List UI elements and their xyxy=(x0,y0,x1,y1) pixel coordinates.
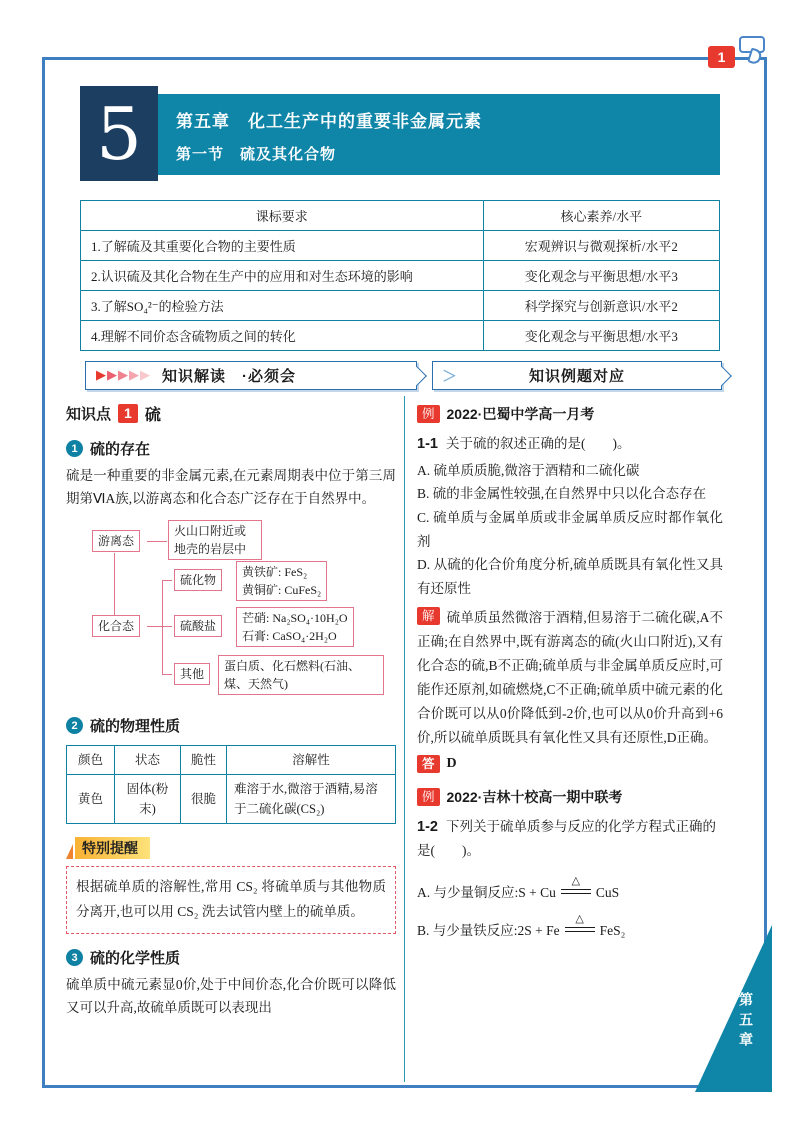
double-bond-line xyxy=(565,927,595,932)
objectives-table xyxy=(80,200,720,351)
option-a-text: A. 与少量铜反应:S + Cu xyxy=(417,885,556,901)
banner-knowledge xyxy=(85,361,417,390)
knowledge-point-heading xyxy=(66,402,396,425)
connector-line xyxy=(162,674,172,675)
connector-line xyxy=(162,580,172,581)
section-3-paragraph: 硫单质中硫元素显0价,处于中间价态,化合价既可以降低又可以升高,故硫单质既可以表现出 xyxy=(66,977,396,1015)
option-b-product: FeS₂ xyxy=(599,923,626,939)
delta-condition: △ xyxy=(571,875,581,888)
col-header-color: 颜色 xyxy=(67,746,115,775)
requirement-cell: 2.认识硫及其化合物在生产中的应用和对生态环境的影响 xyxy=(81,261,484,291)
sulfide-detail-box xyxy=(236,561,327,601)
example-badge: 例 xyxy=(417,788,440,806)
table-row xyxy=(67,775,396,824)
heated-equals-icon xyxy=(561,875,591,894)
example-2-heading xyxy=(417,787,723,807)
example-1-source: 2022·巴蜀中学高一月考 xyxy=(446,406,595,422)
col-header-solubility: 溶解性 xyxy=(227,746,396,775)
answer-badge: 答 xyxy=(417,755,440,773)
sulfide-label-box: 硫化物 xyxy=(174,569,222,591)
option-d: D. 从硫的化合价角度分析,硫单质既具有氧化性又具有还原性 xyxy=(417,557,723,596)
state-cell: 固体(粉末) xyxy=(115,775,181,824)
col-header-requirements: 课标要求 xyxy=(81,201,484,231)
example-1-question xyxy=(417,432,723,457)
solution-badge: 解 xyxy=(417,607,440,625)
requirement-cell: 3.了解SO₄²⁻的检验方法 xyxy=(81,291,484,321)
section-1-paragraph: 硫是一种重要的非金属元素,在元素周期表中位于第三周期第ⅥA族,以游离态和化合态广泛存在于自然界中。 xyxy=(66,468,396,506)
competency-cell: 宏观辨识与微观探析/水平2 xyxy=(483,231,719,261)
sulfate-detail-box xyxy=(236,607,354,647)
table-row xyxy=(81,291,720,321)
col-header-competency: 核心素养/水平 xyxy=(483,201,719,231)
sulfate-line-2: 石膏: CaSO₄·2H₂O xyxy=(242,629,337,644)
free-state-box: 游离态 xyxy=(92,530,140,552)
example-2-option-a xyxy=(417,875,723,901)
section-1-title: 硫的存在 xyxy=(90,441,151,458)
column-divider xyxy=(404,396,405,1082)
section-2-heading xyxy=(66,715,396,736)
knowledge-point-title: 硫 xyxy=(144,407,161,424)
knowledge-column xyxy=(66,402,396,1020)
requirement-cell: 1.了解硫及其重要化合物的主要性质 xyxy=(81,231,484,261)
question-number: 1-1 xyxy=(417,436,438,452)
other-detail-box: 蛋白质、化石燃料(石油、煤、天然气) xyxy=(218,655,384,695)
example-1-options xyxy=(417,459,723,601)
free-state-detail-box: 火山口附近或地壳的岩层中 xyxy=(168,520,262,560)
page-number-badge: 1 xyxy=(708,46,735,68)
connector-line xyxy=(147,626,172,627)
option-a-product: CuS xyxy=(595,885,620,901)
color-cell: 黄色 xyxy=(67,775,115,824)
special-reminder-label: 特别提醒 xyxy=(75,837,150,859)
competency-cell: 科学探究与创新意识/水平2 xyxy=(483,291,719,321)
requirement-cell: 4.理解不同价态含硫物质之间的转化 xyxy=(81,321,484,351)
example-1-answer xyxy=(417,755,723,773)
banner-examples-label: 知识例题对应 xyxy=(528,368,625,385)
sulfate-label-box: 硫酸盐 xyxy=(174,615,222,637)
bracket-line xyxy=(162,580,163,674)
option-c: C. 硫单质与金属单质或非金属单质反应时都作氧化剂 xyxy=(417,509,723,549)
knowledge-point-number-badge: 1 xyxy=(118,404,138,423)
answer-text: D xyxy=(446,756,457,772)
col-header-state: 状态 xyxy=(115,746,181,775)
circled-number-icon: 3 xyxy=(66,949,83,966)
banner-examples xyxy=(432,361,722,390)
play-arrows-icon: ▶ ▶ ▶ ▶ ▶ xyxy=(96,368,150,383)
sulfate-line-1: 芒硝: Na₂SO₄·10H₂O xyxy=(242,611,348,626)
chapter-title: 第五章 化工生产中的重要非金属元素 xyxy=(176,112,482,131)
physical-properties-table xyxy=(66,745,396,824)
double-bond-line xyxy=(561,889,591,894)
combined-state-box: 化合态 xyxy=(92,615,140,637)
sulfur-existence-diagram xyxy=(66,520,396,702)
example-2-source: 2022·吉林十校高一期中联考 xyxy=(446,789,623,806)
table-row xyxy=(81,261,720,291)
table-row xyxy=(81,321,720,351)
other-label-box: 其他 xyxy=(174,663,210,685)
examples-column xyxy=(417,402,723,939)
chapter-header xyxy=(120,94,720,175)
delta-condition: △ xyxy=(575,913,584,926)
question-number: 1-2 xyxy=(417,819,438,836)
sulfide-line-1: 黄铁矿: FeS₂ xyxy=(242,565,308,580)
flag-triangle-icon xyxy=(66,844,73,859)
solution-text: 硫单质虽然微溶于酒精,但易溶于二硫化碳,A不正确;在自然界中,既有游离态的硫(火山口附近),又有化合态的硫,B不正确;硫单质与非金属单质反应时,可能作还原剂,如硫燃烧,C不正确;硫单质中硫元素的化合价既可以从0价降低到-2价,也可以从0价升高到+6价,所以硫单质既具有氧化性又具有还原性,D正确。 xyxy=(417,610,723,746)
hand-bookmark-icon xyxy=(739,36,769,72)
sulfide-line-2: 黄铜矿: CuFeS₂ xyxy=(242,583,322,598)
option-a: A. 硫单质质脆,微溶于酒精和二硫化碳 xyxy=(417,462,640,478)
circled-number-icon: 1 xyxy=(66,440,83,457)
example-1-heading xyxy=(417,404,723,424)
option-b-text: B. 与少量铁反应:2S + Fe xyxy=(417,923,560,939)
example-badge: 例 xyxy=(417,405,440,423)
col-header-brittleness: 脆性 xyxy=(181,746,227,775)
special-reminder-box: 根据硫单质的溶解性,常用 CS₂ 将硫单质与其他物质分离开,也可以用 CS₂ 洗去试管内壁上的硫单质。 xyxy=(66,866,396,934)
section-3-heading xyxy=(66,947,396,968)
table-header-row xyxy=(81,201,720,231)
heated-equals-icon xyxy=(565,913,595,932)
brittleness-cell: 很脆 xyxy=(181,775,227,824)
banner-knowledge-label: 知识解读 ·必须会 xyxy=(162,368,296,385)
special-reminder-heading xyxy=(66,837,396,859)
solubility-cell: 难溶于水,微溶于酒精,易溶于二硫化碳(CS₂) xyxy=(227,775,396,824)
section-2-title: 硫的物理性质 xyxy=(90,718,181,736)
table-header-row xyxy=(67,746,396,775)
section-title: 第一节 硫及其化合物 xyxy=(176,146,337,163)
section-1-heading xyxy=(66,438,396,459)
side-chapter-tab: 第五章 xyxy=(738,992,754,1052)
connector-line xyxy=(114,553,115,615)
example-2-question xyxy=(417,815,723,863)
knowledge-point-label: 知识点 xyxy=(66,406,112,423)
chevron-icon: ＞ xyxy=(442,367,458,385)
competency-cell: 变化观念与平衡思想/水平3 xyxy=(483,261,719,291)
chapter-number: 5 xyxy=(80,86,158,181)
circled-number-icon: 2 xyxy=(66,717,83,734)
connector-line xyxy=(147,541,167,542)
question-text: 关于硫的叙述正确的是( )。 xyxy=(445,436,631,451)
question-text: 下列关于硫单质参与反应的化学方程式正确的是( )。 xyxy=(417,819,716,859)
option-b: B. 硫的非金属性较强,在自然界中只以化合态存在 xyxy=(417,486,707,502)
table-row xyxy=(81,231,720,261)
example-1-solution xyxy=(417,606,723,750)
example-2-option-b xyxy=(417,913,723,939)
section-3-title: 硫的化学性质 xyxy=(90,950,181,968)
competency-cell: 变化观念与平衡思想/水平3 xyxy=(483,321,719,351)
